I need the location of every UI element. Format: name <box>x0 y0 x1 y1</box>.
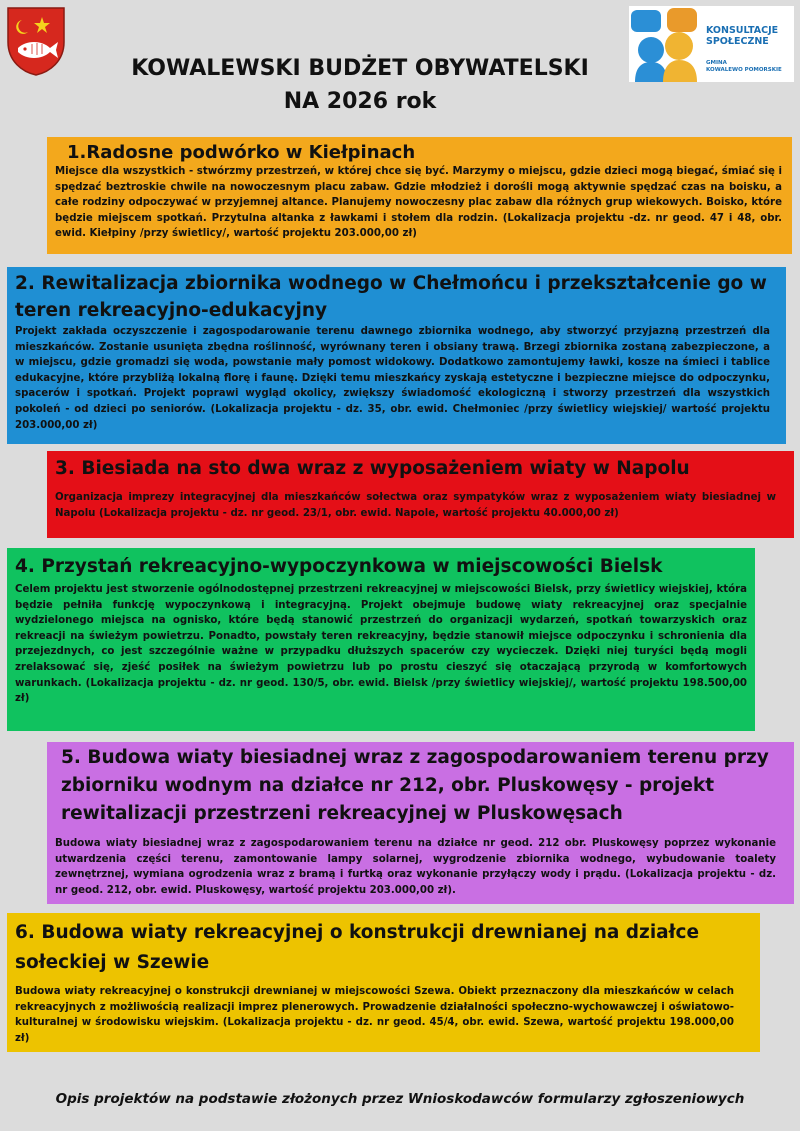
project-title-5: 5. Budowa wiaty biesiadnej wraz z zagospodarowaniem terenu przy zbiorniku wodnym na działce nr 212, obr. Pluskowęsy - projekt rewitalizacji przestrzeni rekreacyjnej w Pluskowęsach <box>61 747 769 824</box>
project-description-5: Budowa wiaty biesiadnej wraz z zagospodarowaniem terenu na działce nr geod. 212 obr. Pluskowęsy poprzez wykonanie utwardzenia części terenu, zamontowanie lampy solarnej, wygrodzenie zbiornika wodnego, wybudowanie toalety zewnętrznej, wymiana ogrodzenia wraz z bramą i furtką oraz wykonanie przyłączy wody i prądu. (Lokalizacja projektu - dz. nr geod. 212, obr. ewid. Pluskowęsy, wartość projektu 203.000,00 zł). <box>55 838 776 896</box>
project-title-3: 3. Biesiada na sto dwa wraz z wyposażeniem wiaty w Napolu <box>55 458 690 479</box>
page-title-line1: KOWALEWSKI BUDŻET OBYWATELSKI <box>131 56 589 81</box>
project-title-4: 4. Przystań rekreacyjno-wypoczynkowa w miejscowości Bielsk <box>15 556 663 577</box>
page-title-line2: NA 2026 rok <box>283 89 437 114</box>
coat-of-arms-icon <box>6 6 66 76</box>
project-description-1: Miejsce dla wszystkich - stwórzmy przestrzeń, w której chce się być. Marzymy o miejscu, gdzie dzieci mogą biegać, śmiać się i spędzać beztroskie chwile na nowoczesnym placu zabaw. Gdzie młodzież i dorośli mogą aktywnie spędzać czas na boisku, a całe rodziny odpoczywać w przyjemnej altance. Planujemy nowoczesny plac zabaw dla różnych grup wiekowych. Boisko, które będzie miejscem spotkań. Przytulna altanka z ławkami i stołem dla rodzin. (Lokalizacja projektu -dz. nr geod. 47 i 48, obr. ewid. Kiełpiny /przy świetlicy/, wartość projektu 203.000,00 zł) <box>55 166 782 240</box>
project-title-2: 2. Rewitalizacja zbiornika wodnego w Chełmońcu i przekształcenie go w teren rekreacyjno-edukacyjny <box>15 273 767 321</box>
project-title-6: 6. Budowa wiaty rekreacyjnej o konstrukcji drewnianej na działce sołeckiej w Szewie <box>15 922 700 973</box>
logo-title <box>706 25 792 47</box>
logo-line1: KONSULTACJE <box>706 25 779 36</box>
logo-sub1: GMINA <box>706 60 727 66</box>
project-description-2: Projekt zakłada oczyszczenie i zagospodarowanie terenu dawnego zbiornika wodnego, aby stworzyć przyjazną przestrzeń dla mieszkańców. Zostanie usunięta zbędna roślinność, wyrównany teren i obsiany trawą. Brzegi zbiornika zostaną zabezpieczone, a w miejscu, gdzie gromadzi się woda, powstanie mały pomost widokowy. Dodatkowo zamontujemy ławki, kosze na śmieci i tablice edukacyjne, które przybliżą lokalną florę i faunę. Dzięki temu mieszkańcy zyskają estetyczne i bezpieczne miejsce do odpoczynku, spacerów i spotkań. Projekt poprawi wygląd okolicy, zwiększy świadomość ekologiczną i stworzy przestrzeń dla wszystkich pokoleń - od dzieci po seniorów. (Lokalizacja projektu - dz. 35, obr. ewid. Chełmoniec /przy świetlicy wiejskiej/ wartość projektu 203.000,00 zł) <box>15 326 770 431</box>
project-card-1 <box>47 137 792 254</box>
project-description-3: Organizacja imprezy integracyjnej dla mieszkańców sołectwa oraz sympatyków wraz z wyposażeniem wiaty biesiadnej w Napolu (Lokalizacja projektu - dz. nr geod. 23/1, obr. ewid. Napole, wartość projektu 40.000,00 zł) <box>55 492 776 519</box>
project-card-2 <box>7 267 786 444</box>
project-card-4 <box>7 548 755 731</box>
project-card-5 <box>47 742 794 904</box>
footer-note: Opis projektów na podstawie złożonych przez Wnioskodawców formularzy zgłoszeniowych <box>55 1091 745 1107</box>
project-card-3 <box>47 451 794 538</box>
logo-sub2: KOWALEWO POMORSKIE <box>706 67 782 73</box>
project-description-4: Celem projektu jest stworzenie ogólnodostępnej przestrzeni rekreacyjnej w miejscowości Bielsk, przy świetlicy wiejskiej, która będzie pełniła funkcję wypoczynkową i integracyjną. Projekt obejmuje budowę wiaty rekreacyjnej oraz specjalnie wydzielonego miejsca na ognisko, które będą stanowić przestrzeń do organizacji wydarzeń, spotkań towarzyskich oraz rekreacji na świeżym powietrzu. Ponadto, powstały teren rekreacyjny, będzie stanowił miejsce odpoczynku i schronienia dla przejezdnych, co jest szczególnie ważne w przypadku dłuższych spacerów czy wycieczek. Dzięki niej turyści będą mogli zrelaksować się, zjeść posiłek na świeżym powietrzu lub po prostu cieszyć się otaczającą przyrodą w komfortowych warunkach. (Lokalizacja projektu - dz. nr geod. 130/5, obr. ewid. Bielsk /przy świetlicy wiejskiej/, wartość projektu 198.500,00 zł) <box>15 584 747 705</box>
logo-line2: SPOŁECZNE <box>706 36 769 47</box>
project-title-1: 1.Radosne podwórko w Kiełpinach <box>67 142 416 163</box>
project-card-6 <box>7 913 760 1052</box>
page-title <box>60 52 660 118</box>
logo-subtitle <box>706 60 794 74</box>
coat-of-arms <box>6 6 66 76</box>
project-description-6: Budowa wiaty rekreacyjnej o konstrukcji drewnianej w miejscowości Szewa. Obiekt przeznaczony dla mieszkańców w celach rekreacyjnych z możliwością realizacji imprez plenerowych. Prowadzenie działalności społeczno-wychowawczej i oświatowo-kulturalnej w środowisku wiejskim. (Lokalizacja projektu - dz. nr geod. 45/4, obr. ewid. Szewa, wartość projektu 198.000,00 zł) <box>15 986 734 1044</box>
